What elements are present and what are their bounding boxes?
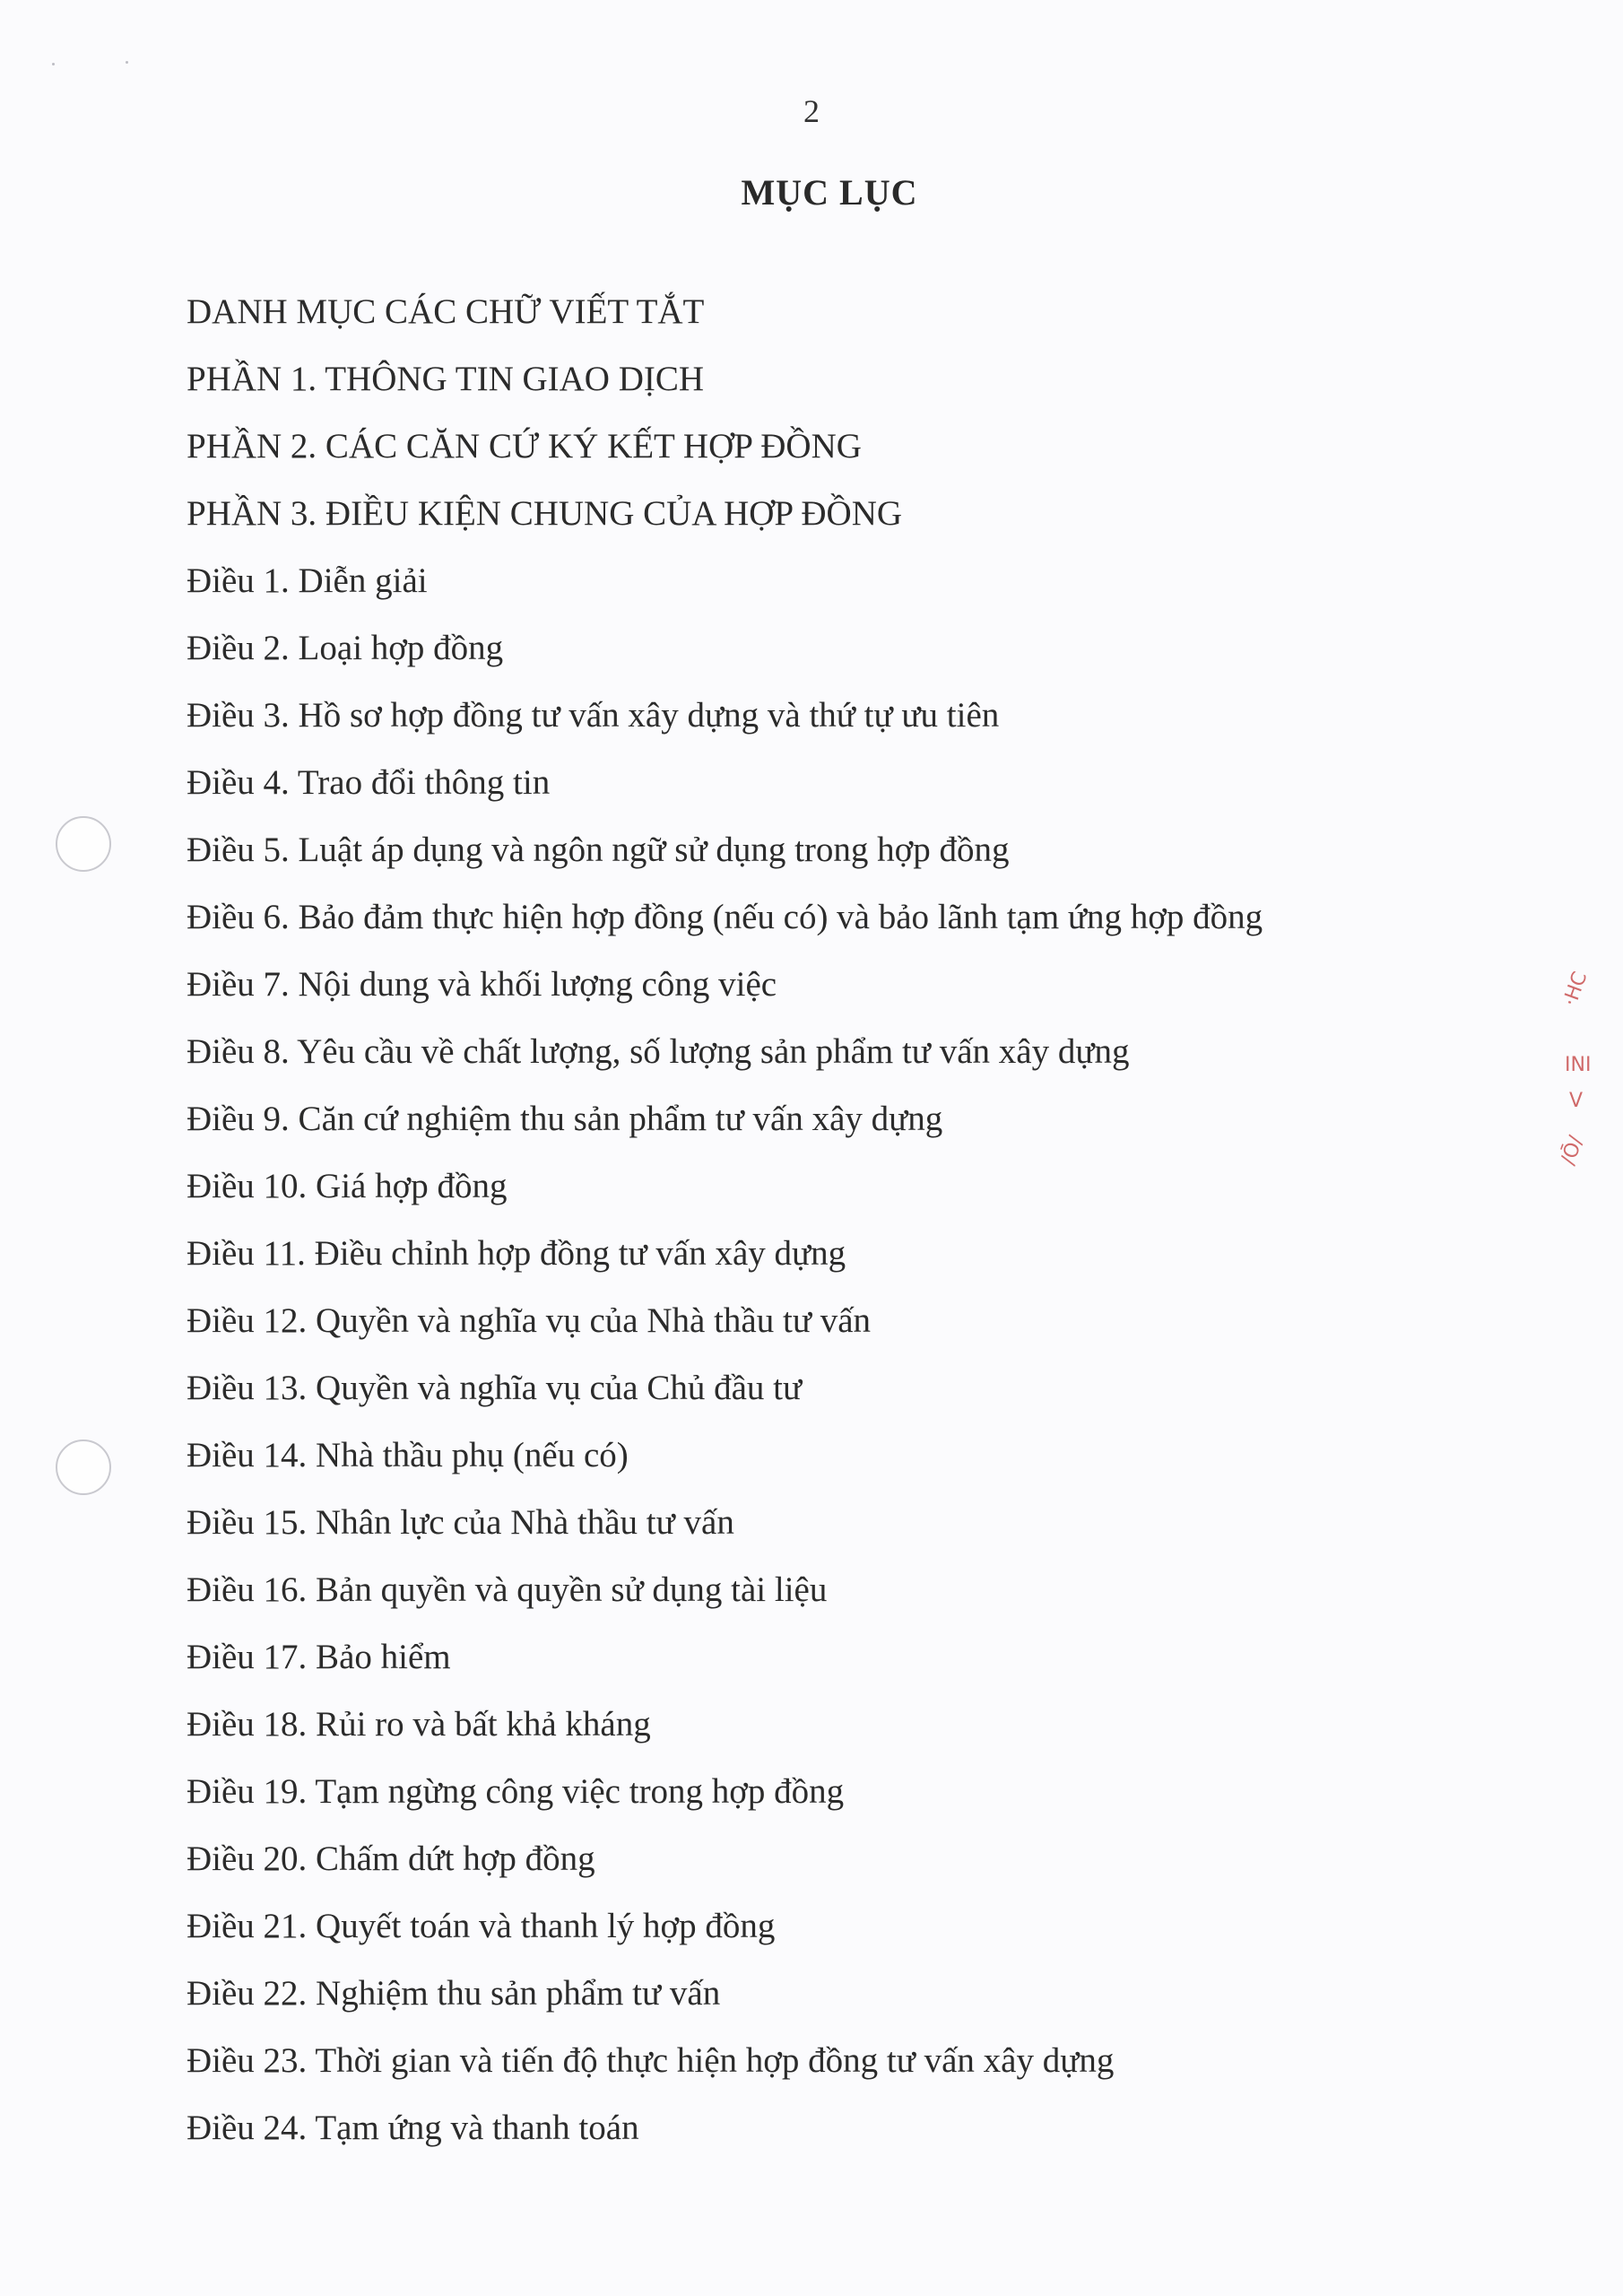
toc-item: Điều 4. Trao đổi thông tin <box>187 763 551 802</box>
toc-item: Điều 1. Diễn giải <box>187 561 428 600</box>
scan-speck <box>126 61 128 64</box>
table-of-contents <box>187 278 1442 2161</box>
page-title: MỤC LỤC <box>741 172 918 213</box>
toc-item: Điều 5. Luật áp dụng và ngôn ngữ sử dụng trong hợp đồng <box>187 831 1010 869</box>
toc-item: Điều 15. Nhân lực của Nhà thầu tư vấn <box>187 1503 734 1542</box>
toc-item: Điều 9. Căn cứ nghiệm thu sản phẩm tư vấn xây dựng <box>187 1100 943 1138</box>
toc-item: DANH MỤC CÁC CHỮ VIẾT TẮT <box>187 292 705 331</box>
toc-item: Điều 13. Quyền và nghĩa vụ của Chủ đầu tư <box>187 1369 803 1407</box>
scan-speck <box>52 63 55 65</box>
toc-item: Điều 14. Nhà thầu phụ (nếu có) <box>187 1436 629 1474</box>
toc-item: Điều 21. Quyết toán và thanh lý hợp đồng <box>187 1907 776 1945</box>
punch-hole-lower <box>56 1439 111 1495</box>
margin-mark: ·HC <box>1558 969 1593 1010</box>
page-number: 2 <box>803 93 820 129</box>
toc-item: Điều 16. Bản quyền và quyền sử dụng tài liệu <box>187 1570 828 1609</box>
toc-item: Điều 2. Loại hợp đồng <box>187 629 504 667</box>
toc-item: Điều 22. Nghiệm thu sản phẩm tư vấn <box>187 1974 721 2013</box>
toc-item: Điều 3. Hồ sơ hợp đồng tư vấn xây dựng và thứ tự ưu tiên <box>187 696 1000 735</box>
toc-item: Điều 11. Điều chỉnh hợp đồng tư vấn xây dựng <box>187 1234 846 1273</box>
toc-item: Điều 20. Chấm dứt hợp đồng <box>187 1839 595 1878</box>
toc-item: Điều 18. Rủi ro và bất khả kháng <box>187 1705 651 1744</box>
toc-item: Điều 8. Yêu cầu về chất lượng, số lượng sản phẩm tư vấn xây dựng <box>187 1032 1130 1071</box>
margin-mark: /Ō/ <box>1557 1133 1588 1169</box>
toc-item: Điều 6. Bảo đảm thực hiện hợp đồng (nếu có) và bảo lãnh tạm ứng hợp đồng <box>187 898 1263 936</box>
punch-hole-upper <box>56 816 111 872</box>
toc-item: PHẦN 2. CÁC CĂN CỨ KÝ KẾT HỢP ĐỒNG <box>187 427 862 465</box>
margin-mark: INI <box>1565 1054 1592 1076</box>
toc-item: Điều 10. Giá hợp đồng <box>187 1167 508 1205</box>
toc-item: Điều 19. Tạm ngừng công việc trong hợp đồng <box>187 1772 845 1811</box>
toc-item: PHẦN 1. THÔNG TIN GIAO DỊCH <box>187 360 705 398</box>
toc-item: PHẦN 3. ĐIỀU KIỆN CHUNG CỦA HỢP ĐỒNG <box>187 494 903 533</box>
toc-item: Điều 23. Thời gian và tiến độ thực hiện hợp đồng tư vấn xây dựng <box>187 2041 1115 2080</box>
toc-item: Điều 7. Nội dung và khối lượng công việc <box>187 965 777 1004</box>
toc-item: Điều 17. Bảo hiểm <box>187 1638 451 1676</box>
margin-mark: V <box>1569 1090 1584 1112</box>
toc-item: Điều 24. Tạm ứng và thanh toán <box>187 2109 639 2147</box>
toc-item: Điều 12. Quyền và nghĩa vụ của Nhà thầu tư vấn <box>187 1301 872 1340</box>
